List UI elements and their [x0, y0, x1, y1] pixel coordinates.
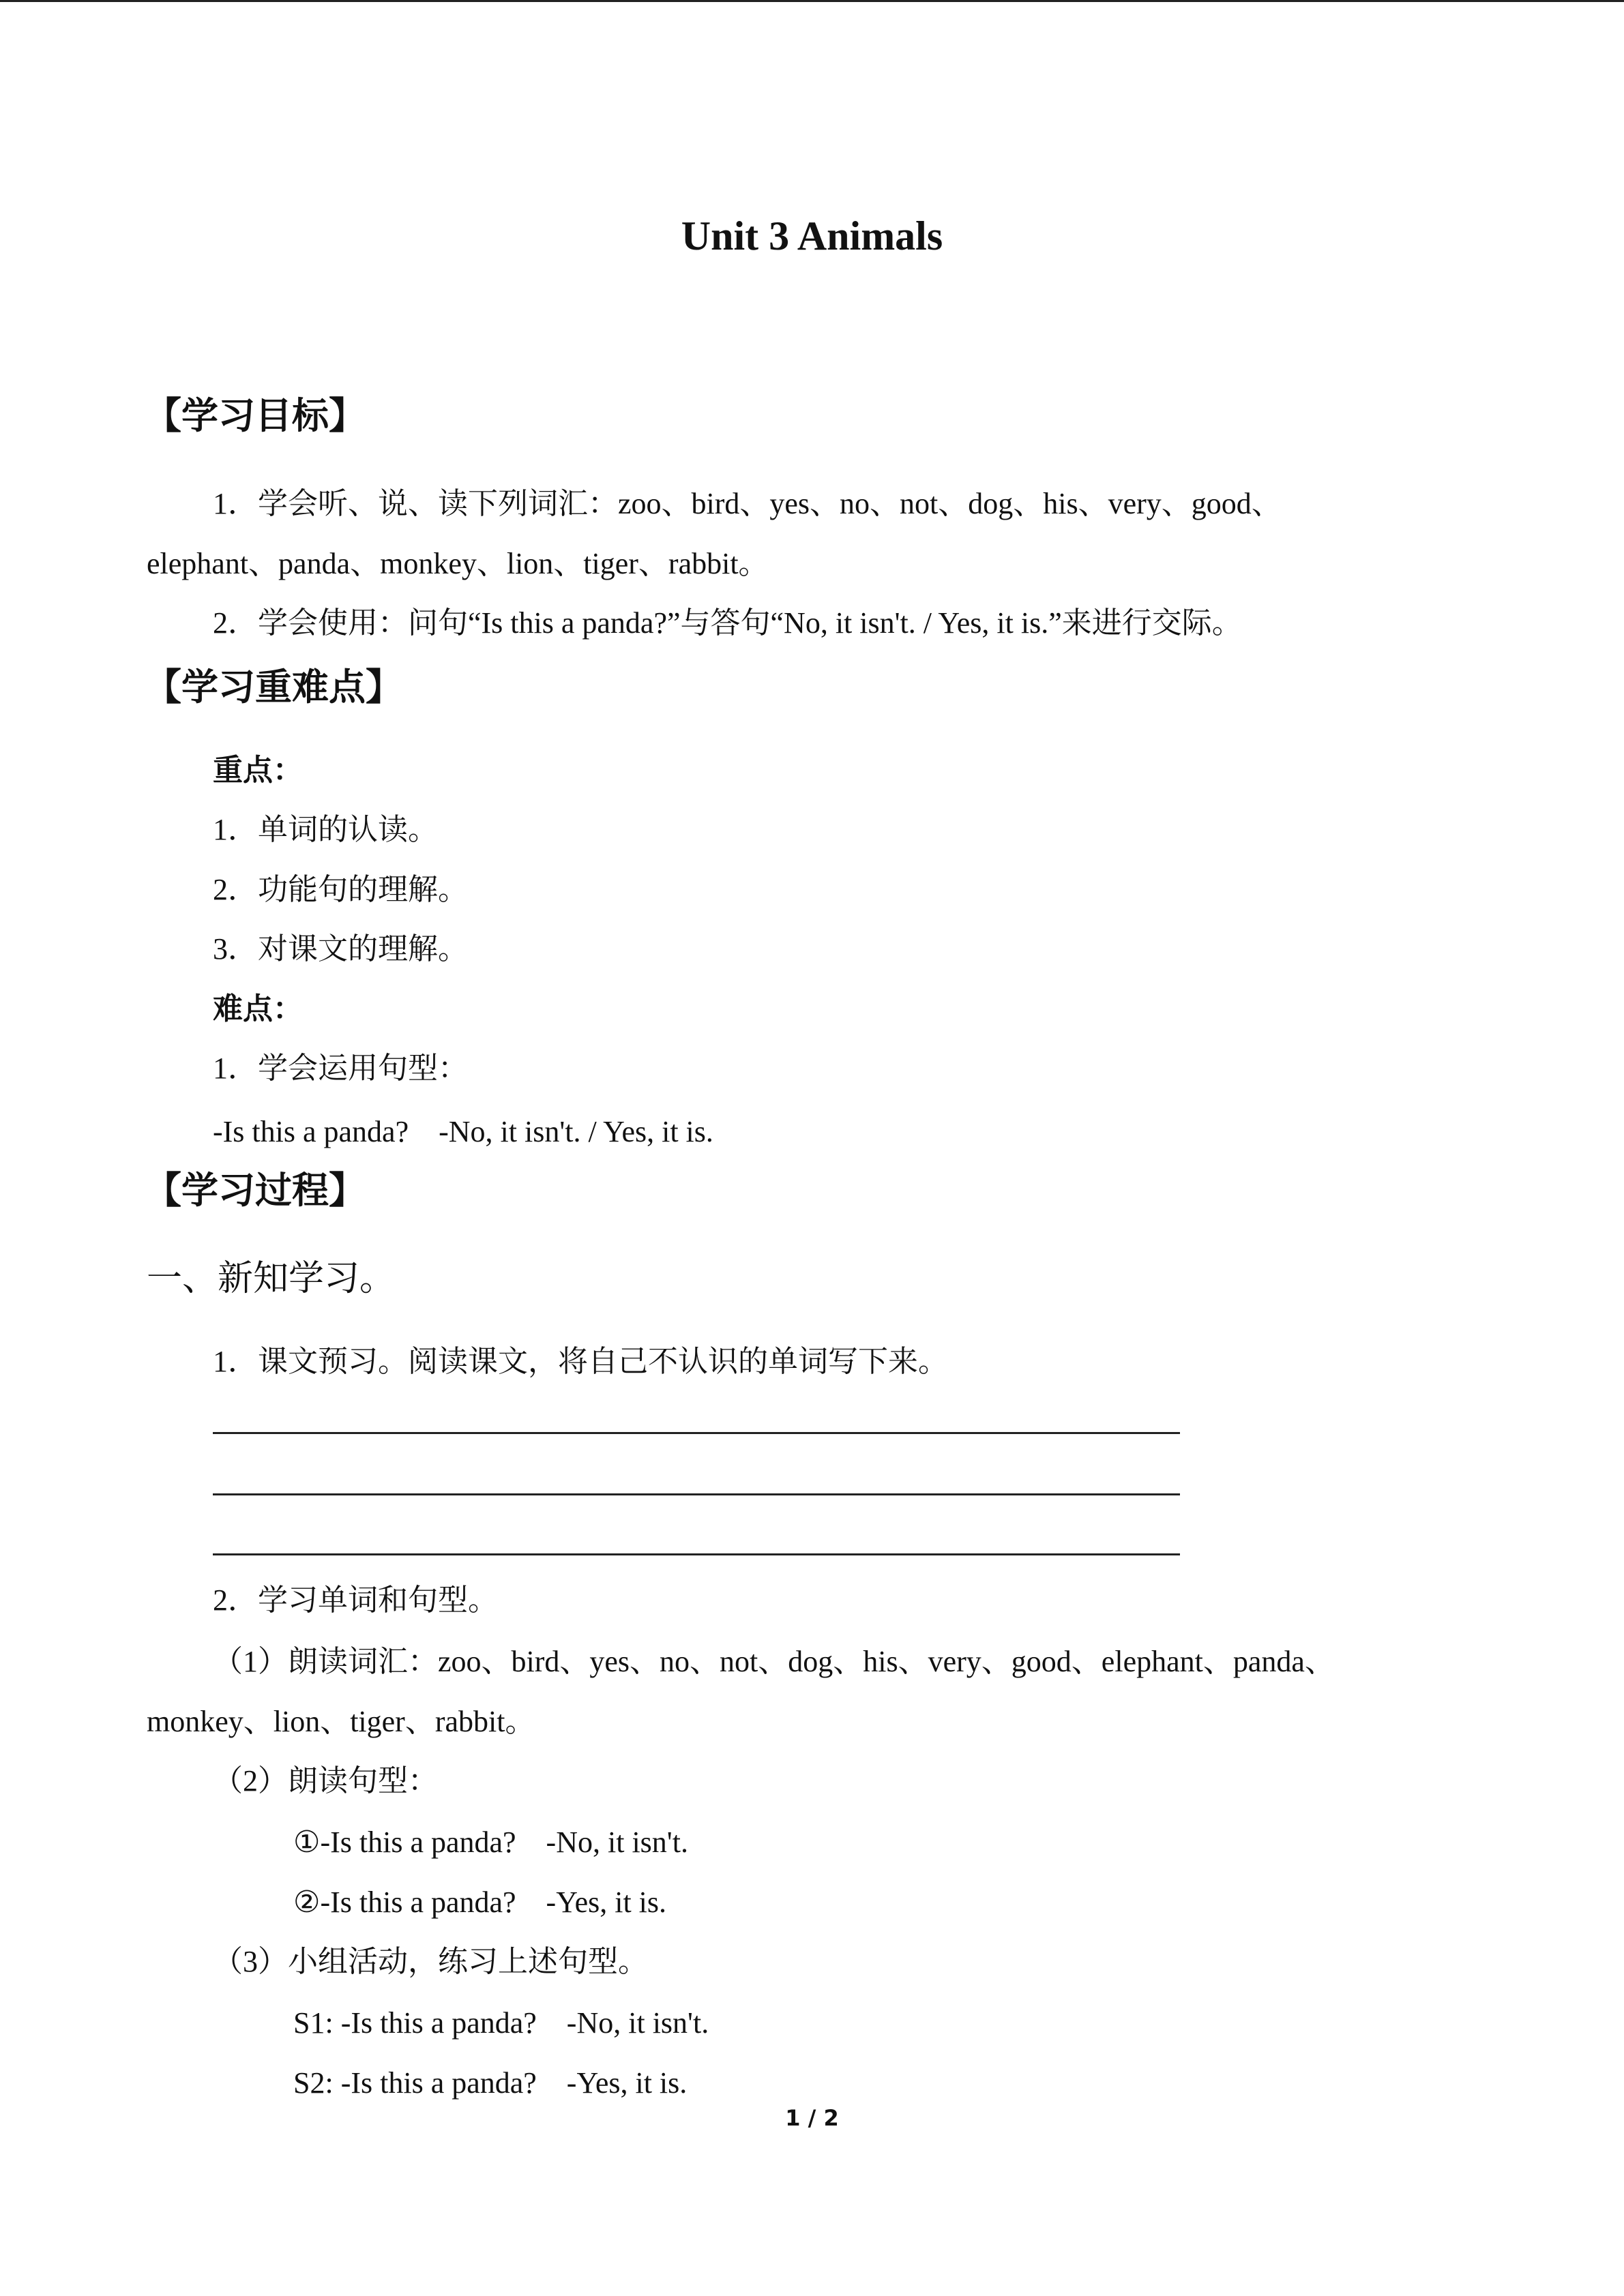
answer-blank-line-2 — [213, 1493, 1180, 1495]
section-heading-key-points: 【学习重难点】 — [145, 666, 402, 709]
page-title: Unit 3 Animals — [681, 213, 943, 258]
answer-blank-line-1 — [213, 1432, 1180, 1434]
step-1-preview: 1．课文预习。阅读课文，将自己不认识的单词写下来。 — [213, 1345, 948, 1378]
step-2-words-and-patterns: 2．学习单词和句型。 — [213, 1583, 498, 1617]
part-heading-new-learning: 一、新知学习。 — [147, 1259, 396, 1298]
objective-item-1-line-2: elephant、panda、monkey、lion、tiger、rabbit。 — [147, 547, 769, 580]
sub-step-3-s1: S1: -Is this a panda? -No, it isn't. — [293, 2006, 709, 2040]
sub-step-2-sentence-a: ①-Is this a panda? -No, it isn't. — [293, 1825, 688, 1859]
sub-step-1-line-2: monkey、lion、tiger、rabbit。 — [147, 1705, 535, 1738]
page-top-border — [0, 0, 1624, 2]
objective-item-1-line-1: 1．学会听、说、读下列词汇：zoo、bird、yes、no、not、dog、his、very、good、 — [213, 487, 1282, 520]
sub-step-2-sentence-b: ②-Is this a panda? -Yes, it is. — [293, 1885, 667, 1919]
section-heading-process: 【学习过程】 — [145, 1169, 366, 1212]
difficulty-1-example: -Is this a panda? -No, it isn't. / Yes, it is. — [213, 1115, 713, 1148]
objective-item-2: 2．学会使用：问句“Is this a panda?”与答句“No, it isn't. / Yes, it is.”来进行交际。 — [213, 606, 1242, 640]
page-number: 1 / 2 — [785, 2105, 839, 2131]
sub-step-3: （3）小组活动，练习上述句型。 — [213, 1945, 648, 1978]
sub-step-2: （2）朗读句型： — [213, 1764, 438, 1798]
difficulty-1: 1．学会运用句型： — [213, 1052, 468, 1085]
answer-blank-line-3 — [213, 1553, 1180, 1555]
key-point-2: 2．功能句的理解。 — [213, 873, 468, 906]
key-points-label: 重点： — [213, 754, 303, 787]
key-point-3: 3．对课文的理解。 — [213, 932, 468, 966]
sub-step-1-line-1: （1）朗读词汇：zoo、bird、yes、no、not、dog、his、very、good、elephant、panda、 — [213, 1645, 1335, 1678]
section-heading-objectives: 【学习目标】 — [145, 394, 366, 437]
key-point-1: 1．单词的认读。 — [213, 813, 438, 846]
difficulty-label: 难点： — [213, 992, 303, 1026]
sub-step-3-s2: S2: -Is this a panda? -Yes, it is. — [293, 2066, 688, 2100]
